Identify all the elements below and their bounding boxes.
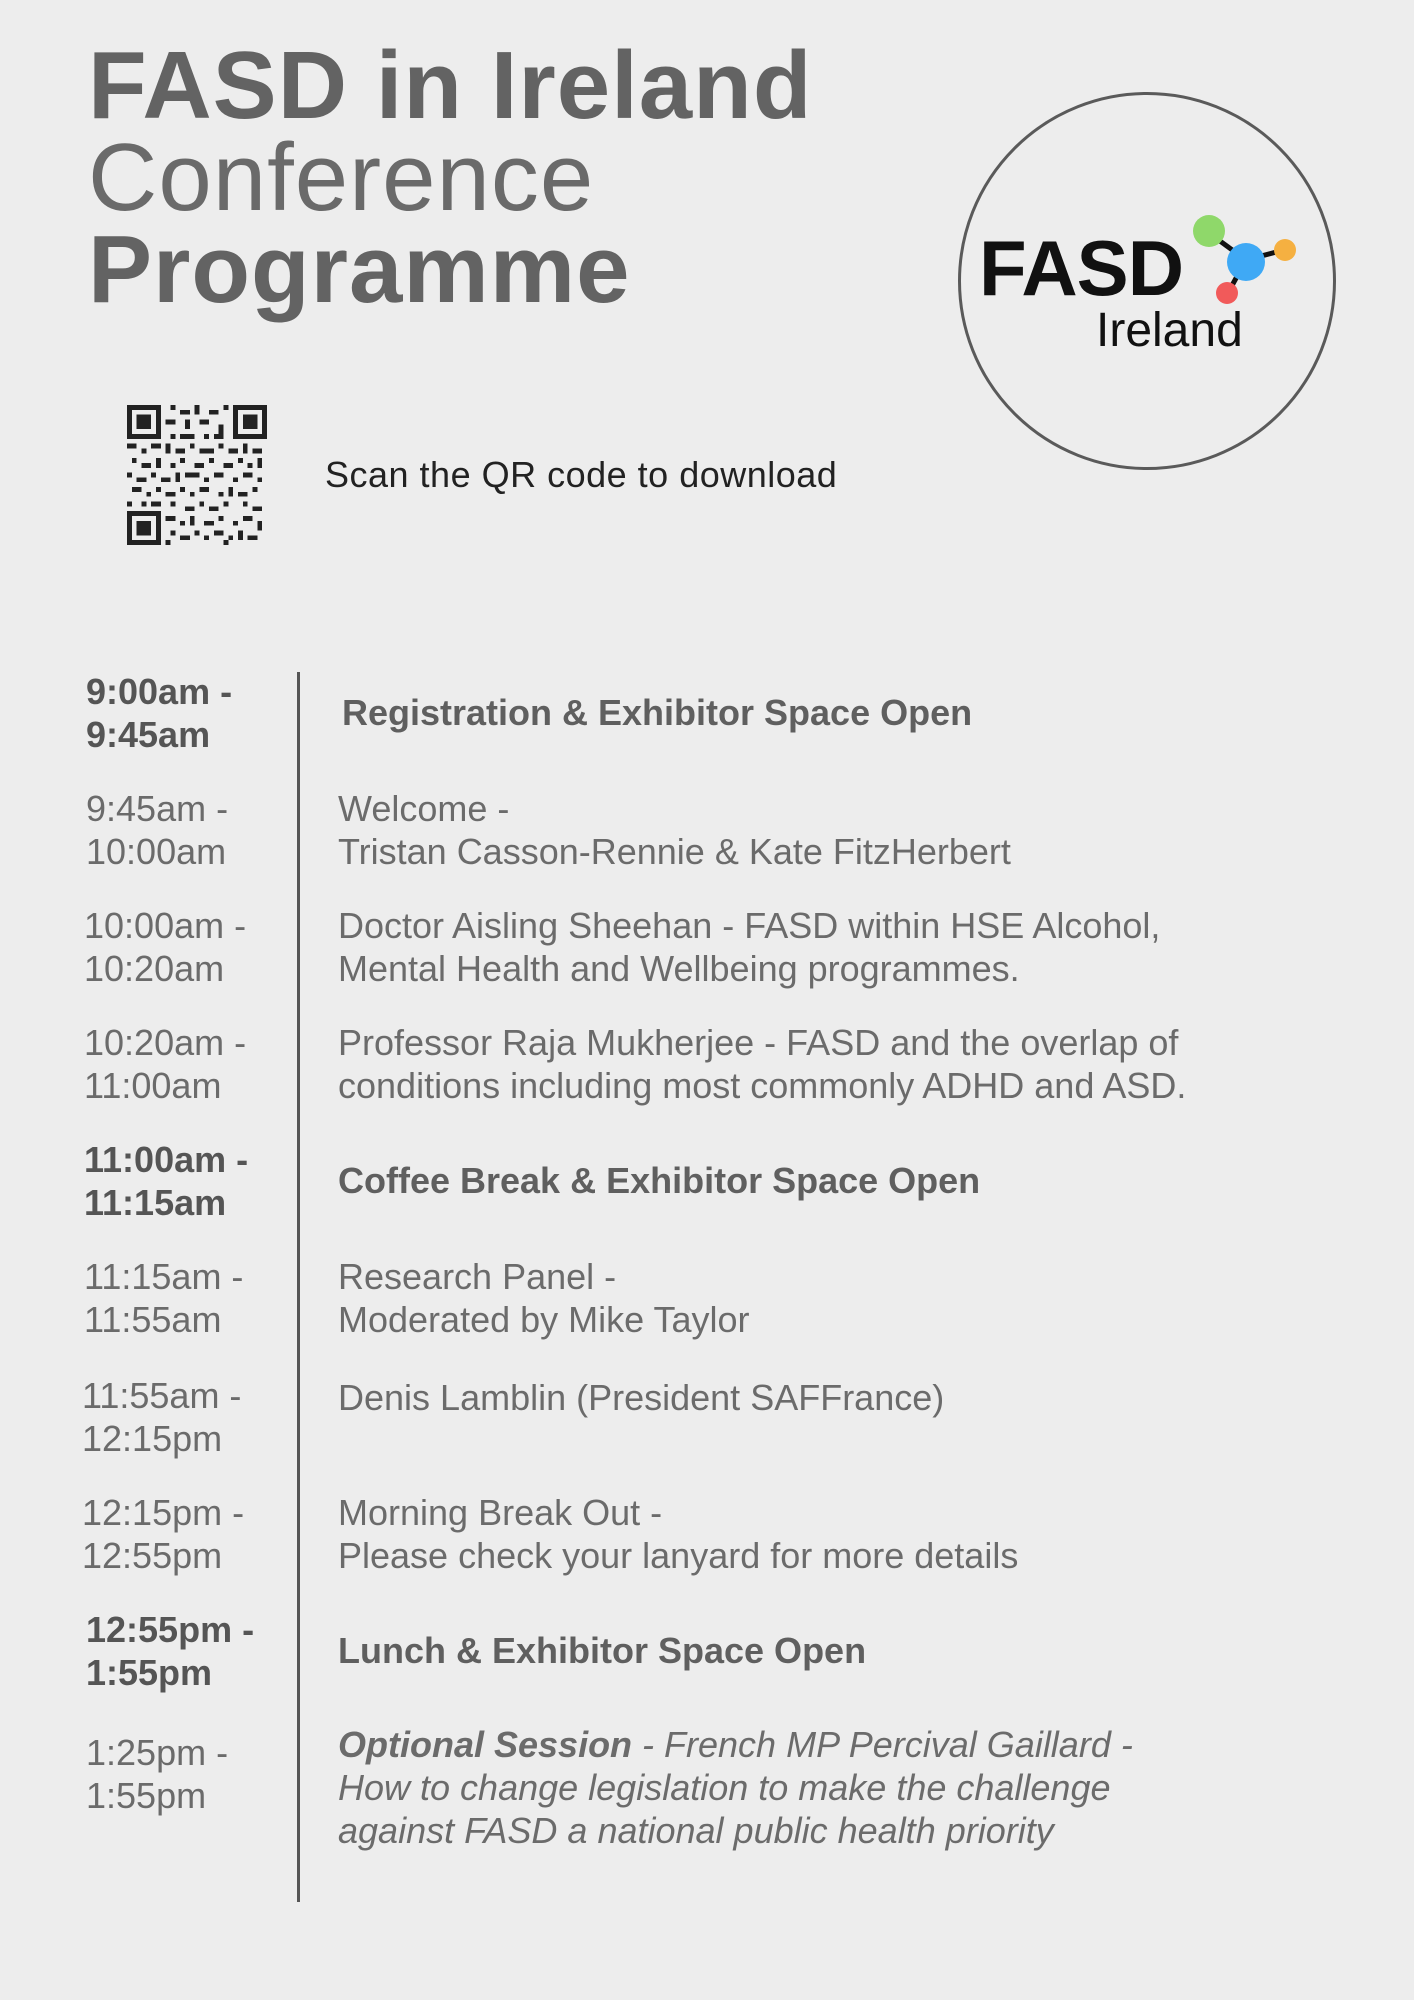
time-slot: 9:00am - 9:45am (86, 671, 233, 755)
session-title: Lunch & Exhibitor Space Open (338, 1630, 867, 1671)
logo-fasd-text: FASD (979, 224, 1184, 312)
title-line-2: Conference (88, 124, 595, 231)
time-slot: 1:25pm - 1:55pm (86, 1732, 229, 1816)
session-description: Optional Session - French MP Percival Gaillard - How to change legislation to make the challenge against FASD a national public health priority (338, 1723, 1388, 1852)
session-description: Morning Break Out - Please check your lanyard for more details (338, 1492, 1019, 1576)
session-description: Doctor Aisling Sheehan - FASD within HSE Alcohol, Mental Health and Wellbeing programmes. (338, 905, 1161, 989)
logo-ireland-text: Ireland (1096, 304, 1243, 357)
timeline-divider (297, 672, 300, 1902)
session-title: Registration & Exhibitor Space Open (342, 692, 973, 733)
time-slot: 10:00am - 10:20am (84, 905, 247, 989)
time-slot: 9:45am - 10:00am (86, 788, 229, 872)
session-description: Research Panel - Moderated by Mike Taylor (338, 1256, 750, 1340)
session-description: Denis Lamblin (President SAFFrance) (338, 1377, 945, 1418)
session-description: Welcome - Tristan Casson-Rennie & Kate FitzHerbert (338, 788, 1011, 872)
time-slot: 11:15am - 11:55am (84, 1256, 244, 1340)
session-title: Coffee Break & Exhibitor Space Open (338, 1160, 981, 1201)
time-slot: 11:00am - 11:15am (84, 1139, 249, 1223)
time-slot: 12:15pm - 12:55pm (82, 1492, 245, 1576)
qr-instruction: Scan the QR code to download (325, 454, 838, 495)
session-description: Professor Raja Mukherjee - FASD and the overlap of conditions including most commonly ADHD and ASD. (338, 1022, 1187, 1106)
fasd-ireland-logo (958, 92, 1336, 470)
qr-code-icon[interactable] (127, 405, 267, 545)
time-slot: 10:20am - 11:00am (84, 1022, 247, 1106)
title-line-3: Programme (88, 216, 631, 323)
time-slot: 11:55am - 12:15pm (82, 1375, 242, 1459)
title-block (88, 32, 813, 323)
optional-session-line-1: Optional Session - French MP Percival Gaillard - (338, 1724, 1133, 1765)
title-line-1: FASD in Ireland (88, 32, 813, 139)
time-slot: 12:55pm - 1:55pm (86, 1609, 255, 1693)
